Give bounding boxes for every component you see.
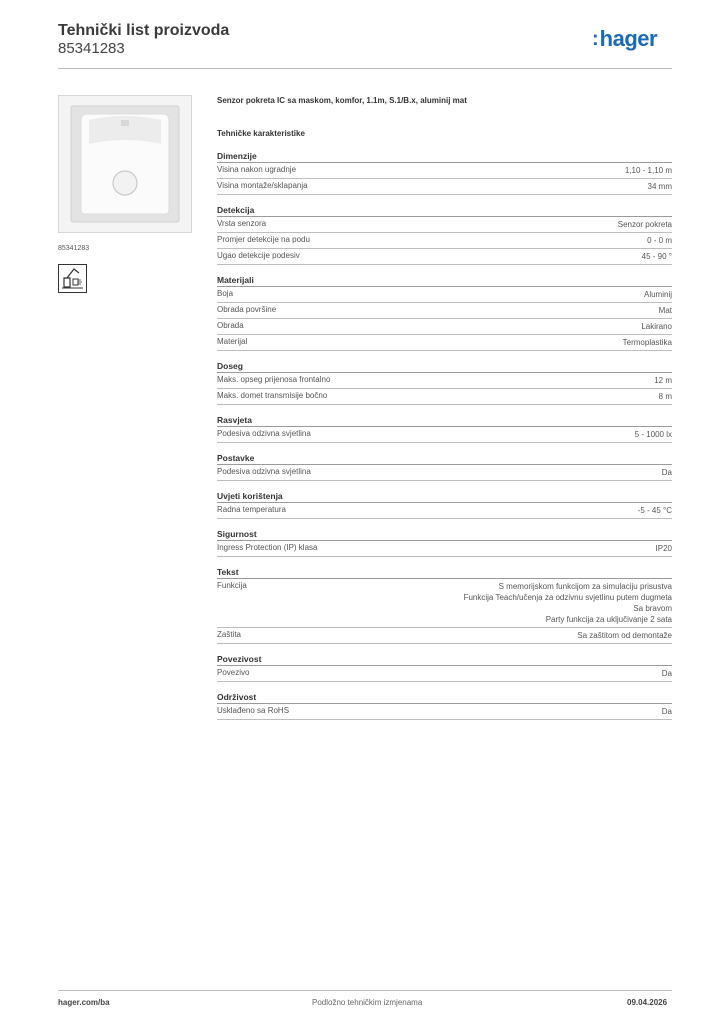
section-title: Sigurnost: [217, 528, 672, 541]
spec-value-line: Funkcija Teach/učenja za odzivnu svjetlinu putem dugmeta: [463, 593, 672, 602]
spec-value: [662, 668, 672, 679]
section-title: Materijali: [217, 274, 672, 287]
spec-label: Povezivo: [217, 668, 250, 677]
spec-section: [217, 414, 672, 443]
spec-value-line: Da: [661, 669, 672, 678]
page-title: Tehnički list proizvoda: [58, 22, 230, 39]
spec-value-line: 8 m: [658, 392, 672, 401]
spec-label: Boja: [217, 289, 234, 298]
spec-row: [217, 579, 672, 628]
spec-value: [623, 337, 672, 348]
spec-row: [217, 217, 672, 233]
spec-value: [642, 251, 672, 262]
spec-value: [641, 321, 672, 332]
spec-label: Radna temperatura: [217, 505, 286, 514]
spec-row: [217, 179, 672, 195]
spec-label: Vrsta senzora: [217, 219, 267, 228]
section-title: Uvjeti korištenja: [217, 490, 672, 503]
spec-label: Obrada: [217, 321, 244, 330]
spec-value-line: 1,10 - 1,10 m: [624, 166, 672, 175]
header-divider: [58, 68, 672, 69]
section-title: Održivost: [217, 691, 672, 704]
spec-value-line: Lakirano: [641, 322, 672, 331]
spec-row: [217, 541, 672, 557]
spec-label: Promjer detekcije na podu: [217, 235, 310, 244]
image-caption: 85341283: [58, 245, 90, 252]
spec-row: [217, 233, 672, 249]
spec-label: Usklađeno sa RoHS: [217, 706, 290, 715]
section-title: Dimenzije: [217, 150, 672, 163]
spec-section: [217, 653, 672, 682]
spec-label: Zaštita: [217, 630, 242, 639]
spec-section: [217, 490, 672, 519]
spec-section: [217, 204, 672, 265]
spec-value-line: Sa zaštitom od demontaže: [577, 631, 672, 640]
spec-label: Maks. domet transmisije bočno: [217, 391, 328, 400]
spec-label: Materijal: [217, 337, 248, 346]
spec-value-line: Party funkcija za uključivanje 2 sata: [545, 615, 672, 624]
spec-label: Visina montaže/sklapanja: [217, 181, 308, 190]
spec-value: [577, 630, 672, 641]
spec-value-line: Da: [661, 707, 672, 716]
section-title: Tekst: [217, 566, 672, 579]
spec-label: Podesiva odzivna svjetlina: [217, 467, 311, 476]
spec-value: [625, 165, 672, 176]
spec-value: [644, 289, 672, 300]
spec-value-line: -5 - 45 °C: [637, 506, 672, 515]
footer-website: hager.com/ba: [58, 998, 110, 1007]
section-title: Rasvjeta: [217, 414, 672, 427]
spec-value-line: Aluminij: [643, 290, 672, 299]
spec-row: [217, 704, 672, 720]
section-title: Detekcija: [217, 204, 672, 217]
spec-label: Funkcija: [217, 581, 247, 590]
spec-section: [217, 274, 672, 351]
spec-section: [217, 691, 672, 720]
spec-section: [217, 566, 672, 644]
hager-logo: : hager: [592, 26, 658, 51]
spec-value: [662, 706, 672, 717]
spec-row: [217, 666, 672, 682]
product-image: [58, 95, 192, 233]
spec-label: Maks. opseg prijenosa frontalno: [217, 375, 331, 384]
spec-label: Obrada površine: [217, 305, 277, 314]
spec-row: [217, 465, 672, 481]
spec-value-line: Sa bravom: [633, 604, 672, 613]
spec-row: [217, 389, 672, 405]
spec-value: [662, 467, 672, 478]
product-code: 85341283: [58, 40, 125, 57]
spec-label: Podesiva odzivna svjetlina: [217, 429, 311, 438]
spec-value-line: 5 - 1000 lx: [634, 430, 672, 439]
spec-value-line: Da: [661, 468, 672, 477]
footer-date: 09.04.2026: [627, 998, 668, 1007]
spec-row: [217, 628, 672, 644]
spec-section: [217, 452, 672, 481]
spec-value: [464, 581, 672, 625]
spec-value: [647, 235, 672, 246]
spec-sections: [217, 150, 672, 720]
product-title: Senzor pokreta IC sa maskom, komfor, 1.1m, S.1/B.x, aluminij mat: [217, 96, 467, 105]
spec-row: [217, 287, 672, 303]
spec-row: [217, 373, 672, 389]
spec-label: Ugao detekcije podesiv: [217, 251, 300, 260]
spec-section: [217, 360, 672, 405]
spec-value-line: 45 - 90 °: [641, 252, 672, 261]
spec-heading: Tehničke karakteristike: [217, 129, 305, 138]
section-title: Povezivost: [217, 653, 672, 666]
spec-value-line: IP20: [655, 544, 672, 553]
spec-value-line: 34 mm: [647, 182, 672, 191]
spec-value-line: Mat: [658, 306, 672, 315]
spec-value-line: Senzor pokreta: [617, 220, 672, 229]
spec-content: [217, 96, 672, 729]
spec-value-line: Termoplastika: [622, 338, 672, 347]
footer-divider: [58, 990, 672, 991]
section-title: Postavke: [217, 452, 672, 465]
spec-value: [618, 219, 672, 230]
spec-row: [217, 503, 672, 519]
spec-value: [659, 391, 672, 402]
spec-value-line: 0 - 0 m: [647, 236, 672, 245]
spec-row: [217, 163, 672, 179]
spec-value: [659, 305, 672, 316]
footer-note: Podložno tehničkim izmjenama: [312, 998, 423, 1007]
spec-label: Visina nakon ugradnje: [217, 165, 297, 174]
spec-value-line: 12 m: [654, 376, 672, 385]
spec-label: Ingress Protection (IP) klasa: [217, 543, 318, 552]
installation-symbol-icon: [58, 264, 87, 293]
spec-value: [638, 505, 672, 516]
spec-value: [635, 429, 672, 440]
spec-value-line: S memorijskom funkcijom za simulaciju prisustva: [498, 582, 672, 591]
spec-row: [217, 427, 672, 443]
spec-section: [217, 528, 672, 557]
spec-section: [217, 150, 672, 195]
spec-value: [648, 181, 672, 192]
spec-row: [217, 335, 672, 351]
section-title: Doseg: [217, 360, 672, 373]
spec-row: [217, 303, 672, 319]
spec-row: [217, 249, 672, 265]
spec-value: [654, 375, 672, 386]
spec-row: [217, 319, 672, 335]
spec-value: [656, 543, 672, 554]
